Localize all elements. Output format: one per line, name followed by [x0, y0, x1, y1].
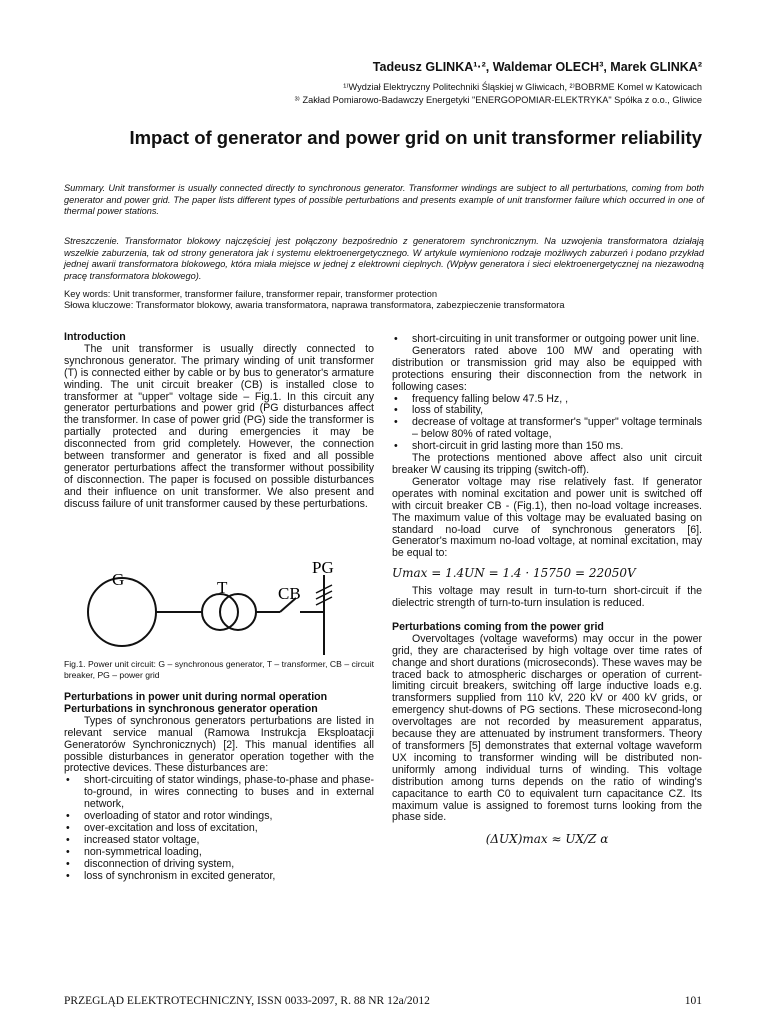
label-cb: CB: [278, 584, 301, 603]
protection-paragraph: Generators rated above 100 MW and operating with distribution or transmission grid may also be equipped with protections ensuring their disconnection from the network in following cases:: [392, 344, 702, 393]
label-g: G: [112, 570, 125, 589]
figure-power-unit-circuit: [80, 555, 360, 655]
intro-heading: Introduction: [64, 331, 126, 343]
list-item: • overloading of stator and rotor windings,: [64, 811, 374, 823]
turn-short-circuit-paragraph: This voltage may result in turn-to-turn short-circuit if the dielectric strength of turn-to-turn insulation is reduced.: [392, 585, 702, 610]
label-pg: PG: [312, 558, 334, 577]
formula-delta-ux: (ΔUX)max ≈ UX/Z α: [485, 832, 609, 847]
list-item: • disconnection of driving system,: [64, 859, 374, 871]
breaker-paragraph: The protections mentioned above affect also unit circuit breaker W causing its tripping (switch-off).: [392, 452, 702, 476]
list-item: • frequency falling below 47.5 Hz, ,: [392, 394, 702, 406]
generator-perturbations-paragraph: Types of synchronous generators perturbations are listed in relevant service manual (Ramowa Instrukcja Eksploatacji Generatorów Synchronicznych) [2]. This manual identifies all possible disturbances in generator operation together with the protective devices. These disturbances are:: [64, 714, 374, 775]
journal-footer: PRZEGLĄD ELEKTROTECHNICZNY, ISSN 0033-2097, R. 88 NR 12a/2012: [64, 995, 430, 1007]
voltage-rise-paragraph: Generator voltage may rise relatively fast. If generator operates with nominal excitation and power unit is switched off with circuit breaker CB - (Fig.1), then no-load voltage increases. The maximum value of this voltage may be evaluated basing on standard no-load curve of synchronous generators [6]. Generator's maximum no-load voltage, at nominal excitation, may be equal to:: [392, 475, 702, 560]
intro-paragraph: The unit transformer is usually directly connected to synchronous generator. The primary winding of unit transformer (T) is connected either by cable or by bus to generator's armature winding. The unit circuit breaker (CB) is installed close to transformer at "upper" voltage side – Fig.1. In this circuit any generator perturbations and power grid (PG disturbances affect the transformer. In case of power grid (PG) side the transformer is partially protected and during emergencies it may be disconnected from grid completely. However, the connection between transformer and generator is fixed and all possible generator perturbations affect the transformer without possibility of disconnection. The paper is focused on possible disturbances and their influence on unit transformer. We also present and discuss failure of unit transformer caused by these perturbations.: [64, 342, 374, 510]
protection-cases-list: [392, 394, 702, 454]
paper-title: Impact of generator and power grid on unit transformer reliability: [129, 127, 702, 148]
summary-abstract: Summary. Unit transformer is usually connected directly to synchronous generator. Transformer windings are subject to all perturbations, coming from both generator and power grid. The paper lists different types of possible perturbations and presents example of unit transformer failure which occurred in one of thermal power stations.: [64, 183, 704, 216]
slowa-kluczowe: Słowa kluczowe: Transformator blokowy, awaria transformatora, naprawa transformatora, zabezpieczenie transformatora: [64, 299, 565, 310]
generator-disturbance-list: [64, 775, 374, 882]
authors: Tadeusz GLINKA¹·², Waldemar OLECH³, Marek GLINKA²: [372, 60, 702, 74]
affiliation-1: ¹⁾Wydział Elektryczny Politechniki Śląskiej w Gliwicach, ²⁾BOBRME Komel w Katowicach: [343, 82, 702, 92]
left-column-lower: [64, 692, 374, 883]
figure-caption: Fig.1. Power unit circuit: G – synchronous generator, T – transformer, CB – circuit breaker, PG – power grid: [64, 659, 374, 680]
list-item: • short-circuiting of stator windings, phase-to-phase and phase-to-ground, in wires connecting to buses and in external network,: [64, 775, 374, 811]
list-item: • decrease of voltage at transformer's "upper" voltage terminals – below 80% of rated voltage,: [392, 417, 702, 441]
right-column: [392, 334, 702, 846]
list-item: • loss of synchronism in excited generator,: [64, 871, 374, 883]
label-t: T: [217, 578, 228, 597]
list-item: • over-excitation and loss of excitation,: [64, 823, 374, 835]
list-item: • loss of stability,: [392, 405, 702, 417]
keywords: Key words: Unit transformer, transformer failure, transformer repair, transformer protection: [64, 288, 438, 299]
list-item: • increased stator voltage,: [64, 835, 374, 847]
streszczenie-abstract: Streszczenie. Transformator blokowy najczęściej jest połączony bezpośrednio z generatorem synchronicznym. Na uzwojenia transformatora działają wszelkie zaburzenia, tak od strony generatora jak i systemu elektroenergetycznego. W artykule wymieniono rodzaje możliwych zaburzeń i podano przykład jednej awarii transformatora blokowego, która miała miejsce w jednej z elektrowni cieplnych. (Wpływ generatora i sieci elektroenergetycznej na niezawodną pracę transformatora blokowego).: [64, 236, 704, 281]
affiliation-2: ³⁾ Zakład Pomiarowo-Badawczy Energetyki "ENERGOPOMIAR-ELEKTRYKA" Spółka z o.o., Gliwice: [294, 95, 702, 105]
heading-power-grid: Perturbations coming from the power grid: [392, 620, 604, 633]
formula-umax: Umax = 1.4UN = 1.4 · 15750 = 22050V: [392, 566, 636, 581]
list-item: • non-symmetrical loading,: [64, 847, 374, 859]
heading-perturbations-normal: Perturbations in power unit during normal operation: [64, 691, 328, 703]
overvoltage-paragraph: Overvoltages (voltage waveforms) may occur in the power grid, they are characterised by high voltage over time rates of change and short durations (microseconds). These waves may be traced back to atmospheric discharges or operation of current-limiting circuit breakers, switching off large inductive loads e.g. transformers supplied from 110 kV, 220 kV or 400 kV grids, or emergency shut-downs of PG sections. These microsecond-long overvoltages are not recorded by measurement apparatus, because they are attenuated by instrument transformers. Theory of transformers [5] demonstrates that external voltage waveform UX incoming to transformer winding will be distributed non-uniformly among individual turns of winding. This voltage distribution among turns depends on the ratio of winding's capacitance to earth C0 to equivalent turn capacitance CZ. Its maximum value is assigned to foremost turns looking from the phase side.: [392, 632, 702, 824]
heading-perturbations-generator: Perturbations in synchronous generator operation: [64, 702, 318, 715]
left-column: [64, 332, 374, 511]
page-number: 101: [684, 995, 702, 1007]
list-item: • short-circuit in grid lasting more than 150 ms.: [392, 441, 702, 453]
list-item: • short-circuiting in unit transformer or outgoing power unit line.: [392, 334, 702, 346]
short-circuit-list: [392, 334, 702, 346]
